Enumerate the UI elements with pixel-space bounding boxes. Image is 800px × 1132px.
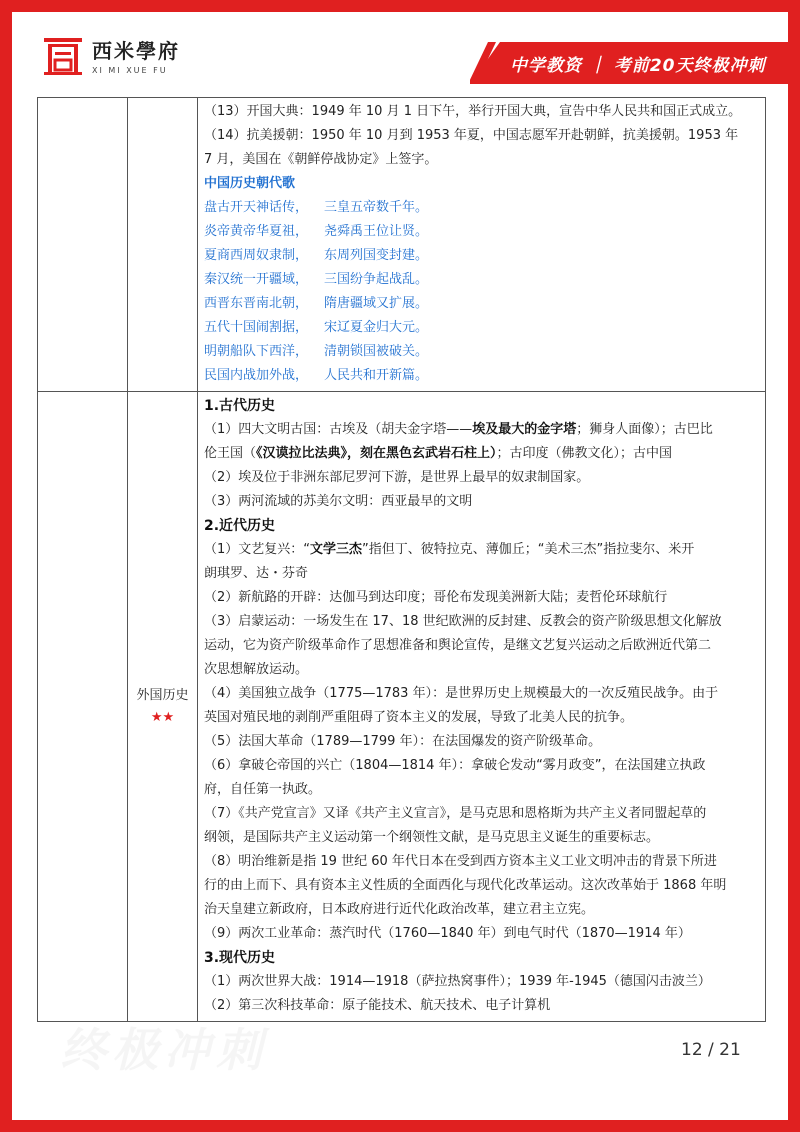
star-rating: ★★	[150, 709, 175, 725]
text-line	[204, 826, 759, 850]
text-run: （2）埃及位于非洲东部尼罗河下游，是世界上最早的奴隶制国家。	[204, 470, 590, 485]
poem-verse-first: 民国内战加外战，	[204, 368, 309, 383]
text-line	[204, 538, 759, 562]
poem-verse-first: 明朝船队下西洋，	[204, 344, 309, 359]
poem-verse-second: 隋唐疆域又扩展。	[324, 296, 429, 311]
text-line	[204, 922, 759, 946]
text-run: 运动，它为资产阶级革命作了思想准备和舆论宣传，是继文艺复兴运动之后欧洲近代第二	[204, 638, 712, 653]
text-line	[204, 100, 759, 124]
category-name: 外国历史	[136, 687, 189, 703]
poem-line	[204, 292, 759, 316]
text-line	[204, 802, 759, 826]
text-run: （1）文艺复兴：“	[204, 542, 311, 557]
text-run: （9）两次工业革命：蒸汽时代（1760—1840 年）到电气时代（1870—1914 年）	[204, 926, 691, 941]
emphasis-text: 文学三杰	[310, 542, 363, 557]
poem-title: 中国历史朝代歌	[204, 176, 296, 191]
text-run: 次思想解放运动。	[204, 662, 309, 677]
chinese-history-cell	[198, 98, 765, 391]
poem-verse-second: 三国纷争起战乱。	[324, 272, 429, 287]
text-line	[204, 994, 759, 1018]
banner-text: 中学教资 ｜ 考前20天终极冲刺	[510, 56, 766, 76]
text-run: （2）第三次科技革命：原子能技术、航天技术、电子计算机	[204, 998, 551, 1013]
poem-verse-first: 秦汉统一开疆域，	[204, 272, 309, 287]
logo-name: 西米學府	[92, 39, 180, 63]
logo-icon	[42, 34, 84, 76]
poem-verse-first: 夏商西周奴隶制，	[204, 248, 309, 263]
frame-left	[0, 0, 12, 1132]
text-run: （13）开国大典：1949 年 10 月 1 日下午，举行开国大典，宣告中华人民共和国正式成立。	[204, 104, 742, 119]
frame-right	[788, 0, 800, 1132]
poem-verse-second: 尧舜禹王位让贤。	[324, 224, 429, 239]
text-line	[204, 850, 759, 874]
text-run: （6）拿破仑帝国的兴亡（1804—1814 年）：拿破仑发动“雾月政变”，在法国建立执政	[204, 758, 706, 773]
page-header	[12, 12, 788, 96]
text-line	[204, 730, 759, 754]
text-run: 治天皇建立新政府，日本政府进行近代化政治改革，建立君主立宪。	[204, 902, 595, 917]
text-run: 7 月，美国在《朝鲜停战协定》上签字。	[204, 152, 438, 167]
table-row	[38, 391, 765, 1021]
text-run: （14）抗美援朝：1950 年 10 月到 1953 年夏，中国志愿军开赴朝鲜，抗美援朝。1953 年	[204, 128, 739, 143]
poem-verse-second: 宋辽夏金归大元。	[324, 320, 429, 335]
text-line	[204, 610, 759, 634]
emphasis-text: 《汉谟拉比法典》，刻在黑色玄武岩石柱上）	[256, 446, 497, 461]
text-line	[204, 586, 759, 610]
content-table	[37, 97, 766, 1022]
poem-line	[204, 268, 759, 292]
page-number: 12 / 21	[681, 1040, 741, 1060]
category-label	[137, 685, 189, 729]
emphasis-text: 埃及最大的金字塔	[472, 422, 577, 437]
watermark	[60, 1014, 268, 1080]
poem-verse-second: 三皇五帝数千年。	[324, 200, 429, 215]
section-heading: 1.古代历史	[204, 398, 276, 414]
text-line	[204, 490, 759, 514]
foreign-history-cell	[198, 392, 765, 1021]
text-run: 行的由上而下、具有资本主义性质的全面西化与现代化改革运动。这次改革始于 1868 年明	[204, 878, 727, 893]
text-run: 英国对殖民地的剥削严重阻碍了资本主义的发展，导致了北美人民的抗争。	[204, 710, 634, 725]
poem-verse-second: 人民共和开新篇。	[324, 368, 429, 383]
frame-top	[0, 0, 800, 12]
text-line	[204, 562, 759, 586]
text-run: 伦王国（	[204, 446, 257, 461]
table-row	[38, 98, 765, 391]
table-cell-empty	[128, 98, 198, 391]
table-cell-empty	[38, 392, 128, 1021]
text-line	[204, 466, 759, 490]
text-line	[204, 148, 759, 172]
category-cell	[128, 392, 198, 1021]
poem-line	[204, 244, 759, 268]
poem-verse-second: 东周列国变封建。	[324, 248, 429, 263]
text-run: （2）新航路的开辟：达伽马到达印度；哥伦布发现美洲新大陆；麦哲伦环球航行	[204, 590, 668, 605]
frame-bottom	[0, 1120, 800, 1132]
poem-verse-first: 炎帝黄帝华夏祖，	[204, 224, 309, 239]
text-run: ”指但丁、彼特拉克、薄伽丘；“美术三杰”指拉斐尔、米开	[362, 542, 695, 557]
section-heading: 2.近代历史	[204, 518, 276, 534]
poem-verse-first: 五代十国闹割据，	[204, 320, 309, 335]
text-run: （3）两河流域的苏美尔文明：西亚最早的文明	[204, 494, 473, 509]
logo-subtitle: XI MI XUE FU	[92, 66, 168, 75]
text-run: （7）《共产党宣言》又译《共产主义宣言》，是马克思和恩格斯为共产主义者同盟起草的	[204, 806, 707, 821]
text-line	[204, 754, 759, 778]
logo	[42, 34, 180, 76]
text-run: （5）法国大革命（1789—1799 年）：在法国爆发的资产阶级革命。	[204, 734, 602, 749]
text-run: （1）两次世界大战：1914—1918（萨拉热窝事件）；1939 年-1945（德国闪击波兰）	[204, 974, 711, 989]
text-run: （3）启蒙运动：一场发生在 17、18 世纪欧洲的反封建、反教会的资产阶级思想文化解放	[204, 614, 722, 629]
poem-line	[204, 340, 759, 364]
text-line	[204, 658, 759, 682]
text-line	[204, 418, 759, 442]
text-line	[204, 706, 759, 730]
poem-verse-first: 盘古开天神话传，	[204, 200, 309, 215]
text-line	[204, 124, 759, 148]
text-line	[204, 682, 759, 706]
text-run: ；狮身人面像）；古巴比	[576, 422, 713, 437]
text-line	[204, 970, 759, 994]
text-line	[204, 442, 759, 466]
text-line	[204, 778, 759, 802]
poem-line	[204, 196, 759, 220]
text-run: 朗琪罗、达・芬奇	[204, 566, 309, 581]
poem-line	[204, 220, 759, 244]
text-run: （1）四大文明古国：古埃及（胡夫金字塔——	[204, 422, 473, 437]
text-line	[204, 898, 759, 922]
poem-line	[204, 364, 759, 388]
poem-verse-first: 西晋东晋南北朝，	[204, 296, 309, 311]
text-run: 府，自任第一执政。	[204, 782, 322, 797]
text-line	[204, 634, 759, 658]
header-banner	[470, 42, 788, 84]
text-run: （4）美国独立战争（1775—1783 年）：是世界历史上规模最大的一次反殖民战争。由于	[204, 686, 719, 701]
section-heading: 3.现代历史	[204, 950, 276, 966]
table-cell-empty	[38, 98, 128, 391]
text-run: 纲领，是国际共产主义运动第一个纲领性文献，是马克思主义诞生的重要标志。	[204, 830, 660, 845]
poem-verse-second: 清朝锁国被破关。	[324, 344, 429, 359]
text-run: （8）明治维新是指 19 世纪 60 年代日本在受到西方资本主义工业文明冲击的背景下所进	[204, 854, 717, 869]
poem-line	[204, 316, 759, 340]
text-run: ；古印度（佛教文化）；古中国	[496, 446, 673, 461]
text-line	[204, 874, 759, 898]
